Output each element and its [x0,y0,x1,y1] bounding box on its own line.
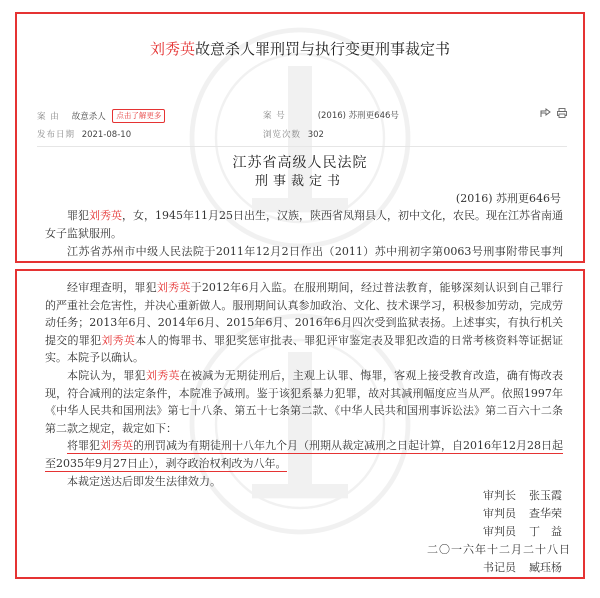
views-block [263,128,324,140]
defendant-name-highlight [122,263,155,264]
learn-more-button[interactable]: 点击了解更多 [112,109,165,123]
paragraph-original-judgment [45,243,563,263]
signature-judge-1 [483,505,562,521]
case-number-block [263,109,399,121]
bottom-highlight-panel [15,269,585,579]
p3-text-b: 于2012年6月入监。在服刑期间，经过普法教育，能够深刻认识到自己罪行的严重社会危害性，并决心重新做人。服刑期间认真参加政治、文化、技术课学习，积极参加劳动，完成劳动任务；2013年6月、2014年6月、2015年6月、2016年6月四次受到监狱表扬。上述事实，有执行机关提交的罪犯 [45,281,563,347]
sign-name: 臧珏杨 [529,561,562,574]
title-name-highlight: 刘秀英 [149,40,195,58]
print-icon[interactable] [557,108,567,121]
views-value: 302 [307,130,324,140]
p4-text-b: 在被减为无期徒刑后，主观上认罪、悔罪，客观上接受教育改造，确有悔改表现，符合减刑的法定条件，本院准予减刑。鉴于该犯系暴力犯罪，故对其减刑幅度应当从严。依照1997年《中华人民共和国刑法》第七十八条、第五十七条第二款、《中华人民共和国刑事诉讼法》第二百六十二条第二款之规定，裁定如下： [45,369,564,435]
meta-row-2 [37,128,567,144]
p3-text-c: 本人的悔罪书、罪犯奖惩审批表、罪犯评审鉴定表及罪犯改造的日常考核资料等证据证实。本院予以确认。 [45,333,564,364]
meta-divider [37,146,567,147]
case-reason-key: 案 由 [37,112,60,122]
sign-role: 审判长 [483,489,516,502]
document-type: 刑事裁定书 [254,174,345,189]
paragraph-reasoning [45,367,563,437]
sign-name: 张玉霞 [529,489,562,502]
case-number-value: (2016) 苏刑更646号 [317,111,399,121]
paragraph-defendant [45,207,563,242]
signature-chief-judge [483,487,562,503]
p2-text-a: 江苏省苏州市中级人民法院于2011年12月2日作出（2011）苏中刑初字第0063号刑事附带民事判 [67,245,563,258]
case-number-key: 案 号 [263,111,286,121]
p1-text-a: 罪犯 [67,209,89,222]
title-text: 故意杀人罪刑罚与执行变更刑事裁定书 [195,40,451,58]
defendant-name-highlight: 刘秀英 [156,281,191,294]
defendant-name-highlight: 刘秀英 [100,439,133,452]
defendant-name-highlight: 刘秀英 [145,369,180,382]
defendant-name-highlight: 刘秀英 [101,333,136,347]
share-icon[interactable] [540,108,551,121]
sign-name: 查华荣 [529,507,562,520]
court-name: 江苏省高级人民法院 [232,155,368,171]
p5-text-a: 将罪犯 [67,439,100,452]
ruling-date: 二〇一六年十二月二十八日 [427,543,571,556]
sign-name: 丁 益 [529,525,562,538]
meta-row-1 [37,109,567,125]
p2-text-b [45,263,563,264]
defendant-name-highlight: 刘秀英 [89,209,122,222]
page-title [17,38,583,59]
paragraph-findings [45,279,563,367]
top-highlight-panel [15,12,585,263]
tool-icons [537,108,567,121]
p1-text-b: ，女，1945年11月25日出生，汉族，陕西省凤翔县人，初中文化，农民。现在江苏省南通女子监狱服刑。 [45,209,563,240]
case-reason-value: 故意杀人 [71,112,106,122]
p4-text-a: 本院认为，罪犯 [67,369,146,382]
ruling-underline [45,439,563,472]
signature-judge-2 [483,523,562,539]
paragraph-effect: 本裁定送达后即发生法律效力。 [67,475,221,488]
sign-role: 书记员 [483,561,516,574]
document-case-number: (2016) 苏刑更646号 [455,192,561,205]
signature-clerk [483,559,562,575]
p3-text-a: 经审理查明，罪犯 [67,281,157,294]
publish-date-key: 发布日期 [37,130,76,140]
publish-date-value: 2021-08-10 [81,130,132,140]
sign-role: 审判员 [483,525,516,538]
paragraph-ruling [45,437,563,472]
views-key: 浏览次数 [263,130,302,140]
sign-role: 审判员 [483,507,516,520]
p5-text-b: 的刑罚减为有期徒刑十八年九个月（刑期从裁定减刑之日起计算，自2016年12月28日起至2035年9月27日止），剥夺政治权利改为八年。 [45,439,563,470]
